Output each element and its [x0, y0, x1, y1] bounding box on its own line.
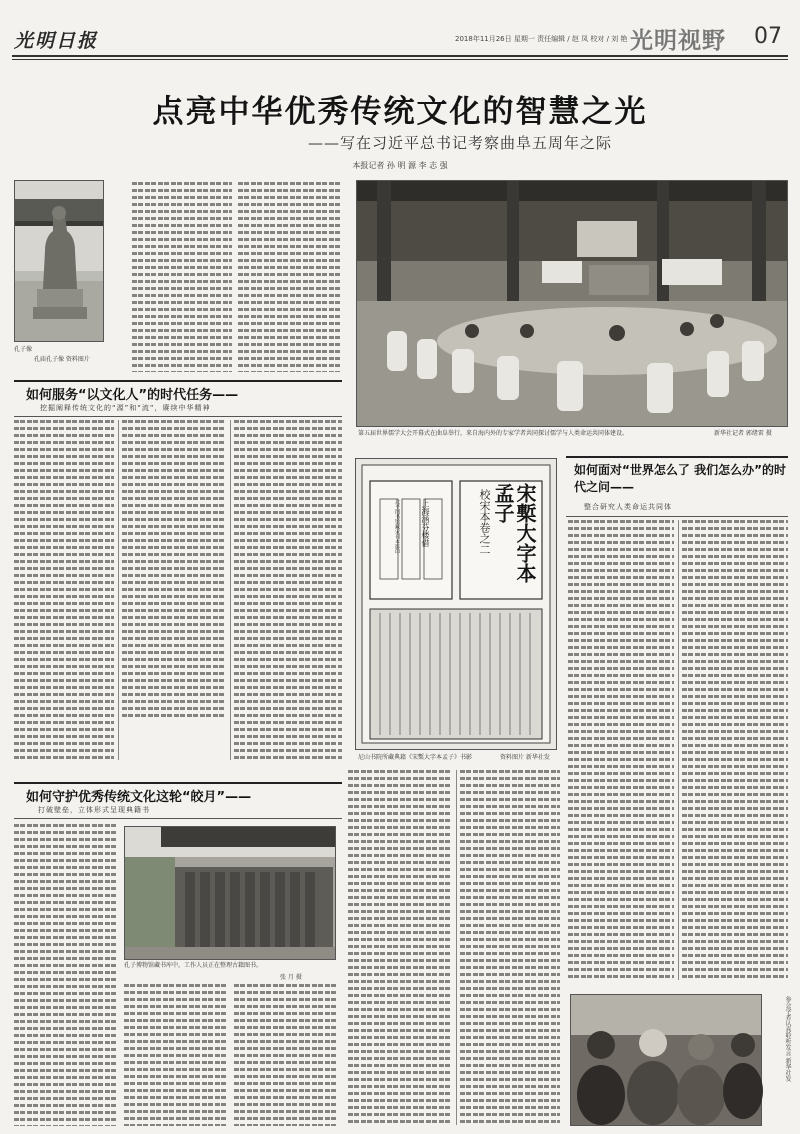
section-3-title: 如何守护优秀传统文化这轮“皎月”—— [26, 790, 252, 805]
conference-caption: 第五届世界儒学大会开幕式在曲阜举行，来自海内外的专家学者共同探讨儒学与人类命运共同体建设。 [358, 430, 629, 437]
book-cover-volume: 校宋本卷之二 [478, 489, 491, 555]
article-text-col-5 [682, 520, 788, 980]
confucius-statue-image [15, 181, 103, 341]
section-1-title: 如何服务“以文化人”的时代任务—— [26, 388, 239, 403]
audience-photo [570, 994, 762, 1126]
article-text-col-7 [460, 770, 560, 1125]
article-text-col-4 [568, 520, 674, 980]
column-rule [118, 420, 119, 760]
article-text-intro-1 [132, 182, 232, 372]
book-credit: 资料图片 新华社发 [500, 754, 550, 761]
conference-credit: 新华社记者 郭绪雷 摄 [714, 430, 772, 437]
article-text-col-8 [14, 824, 118, 1126]
page-number: 07 [754, 24, 782, 49]
conference-image [357, 181, 787, 426]
library-caption: 孔子博物馆藏书库中，工作人员正在整理古籍图书。 [124, 962, 263, 969]
column-rule [456, 770, 457, 1125]
book-slip-mid: 北平图书馆藏宋刊本影印 [394, 499, 400, 554]
article-text-col-3 [234, 420, 342, 760]
audience-caption: 参会学者认真聆听发言 新华社发 [784, 996, 791, 1082]
library-image [125, 827, 335, 959]
audience-image [571, 995, 761, 1125]
library-credit: 张 月 摄 [280, 974, 302, 981]
masthead-rule-thin [12, 59, 788, 60]
section-2-subtitle: 整合研究人类命运共同体 [584, 503, 672, 511]
section-2-title: 如何面对“世界怎么了 我们怎么办”的时代之问—— [574, 463, 786, 494]
section-3-subtitle: 打破壁垒，立体形式呈现典籍书 [38, 806, 150, 814]
section-name: 光明视野 [630, 27, 726, 54]
article-text-col-6 [348, 770, 452, 1125]
article-text-col-2 [122, 420, 226, 720]
article-text-col-9 [124, 984, 228, 1126]
confucius-statue-photo [14, 180, 104, 342]
book-facsimile-photo [355, 458, 557, 750]
statue-caption: 孔子像 [14, 346, 33, 353]
masthead-logo: 光明日报 [14, 30, 99, 52]
article-text-col-1 [14, 420, 114, 760]
article-text-intro-2 [238, 182, 342, 372]
section-1-subtitle: 挖掘阐释传统文化的“源”和“流”，赓续中华精神 [40, 404, 211, 412]
byline: 本报记者 孙 明 源 李 志 强 [352, 161, 448, 170]
column-rule [678, 520, 679, 980]
column-rule [230, 420, 231, 760]
book-cover-title: 宋槧大字本孟子 [491, 483, 537, 583]
book-slip-left: 上海涵芬楼借 [421, 499, 430, 547]
book-caption: 尼山书院所藏典籍《宋槧大字本孟子》书影 [358, 754, 473, 761]
statue-credit: 孔庙孔子像 资料图片 [34, 356, 90, 363]
library-photo [124, 826, 336, 960]
subhead: ——写在习近平总书记考察曲阜五周年之际 [307, 134, 612, 152]
article-text-col-10 [234, 984, 338, 1126]
conference-photo [356, 180, 788, 427]
headline: 点亮中华优秀传统文化的智慧之光 [152, 94, 648, 130]
masthead-rule [12, 55, 788, 57]
masthead-date: 2018年11月26日 星期一 责任编辑 / 赵 凤 校对 / 刘 艳 [455, 35, 628, 43]
